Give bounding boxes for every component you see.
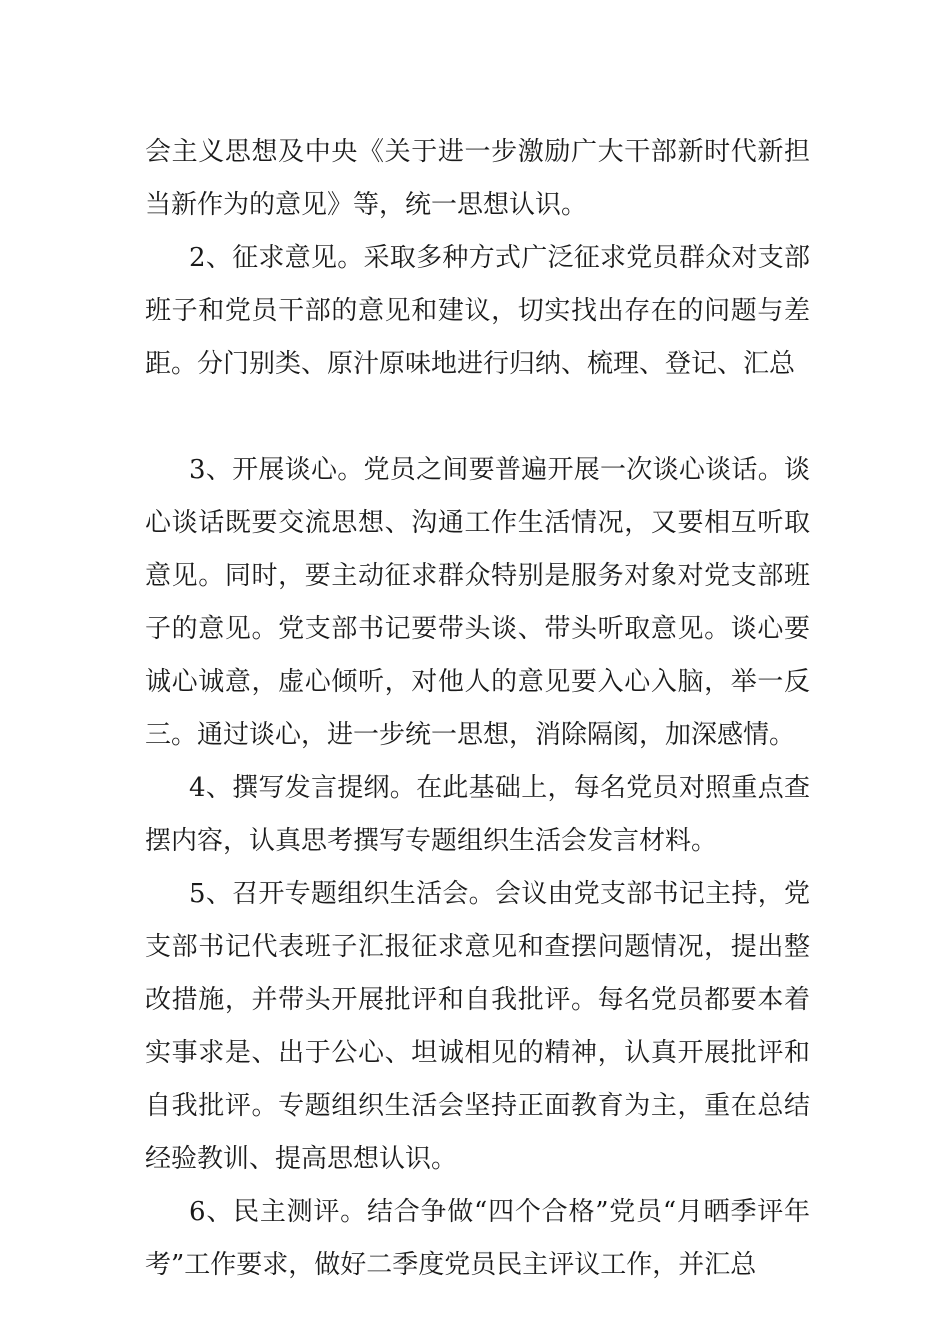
paragraph-continuation: 会主义思想及中央《关于进一步激励广大干部新时代新担当新作为的意见》等，统一思想认识。 bbox=[145, 137, 810, 220]
paragraph-item-5: 5、召开专题组织生活会。会议由党支部书记主持，党支部书记代表班子汇报征求意见和查摆问题情况，提出整改措施，并带头开展批评和自我批评。每名党员都要本着实事求是、出于公心、坦诚相见的精神，认真开展批评和自我批评。专题组织生活会坚持正面教育为主，重在总结经验教训、提高思想认识。 bbox=[145, 879, 810, 1174]
paragraph-item-4: 4、撰写发言提纲。在此基础上，每名党员对照重点查摆内容，认真思考撰写专题组织生活会发言材料。 bbox=[145, 773, 810, 856]
paragraph-item-6: 6、民主测评。结合争做“四个合格”党员“月晒季评年考”工作要求，做好二季度党员民主评议工作，并汇总 bbox=[145, 1197, 810, 1280]
document-body bbox=[145, 126, 810, 1292]
paragraph-item-3: 3、开展谈心。党员之间要普遍开展一次谈心谈话。谈心谈话既要交流思想、沟通工作生活情况，又要相互听取意见。同时，要主动征求群众特别是服务对象对党支部班子的意见。党支部书记要带头谈、带头听取意见。谈心要诚心诚意，虚心倾听，对他人的意见要入心入脑，举一反三。通过谈心，进一步统一思想，消除隔阂，加深感情。 bbox=[145, 455, 810, 750]
paragraph-item-2: 2、征求意见。采取多种方式广泛征求党员群众对支部班子和党员干部的意见和建议，切实找出存在的问题与差距。分门别类、原汁原味地进行归纳、梳理、登记、汇总 bbox=[145, 243, 810, 379]
